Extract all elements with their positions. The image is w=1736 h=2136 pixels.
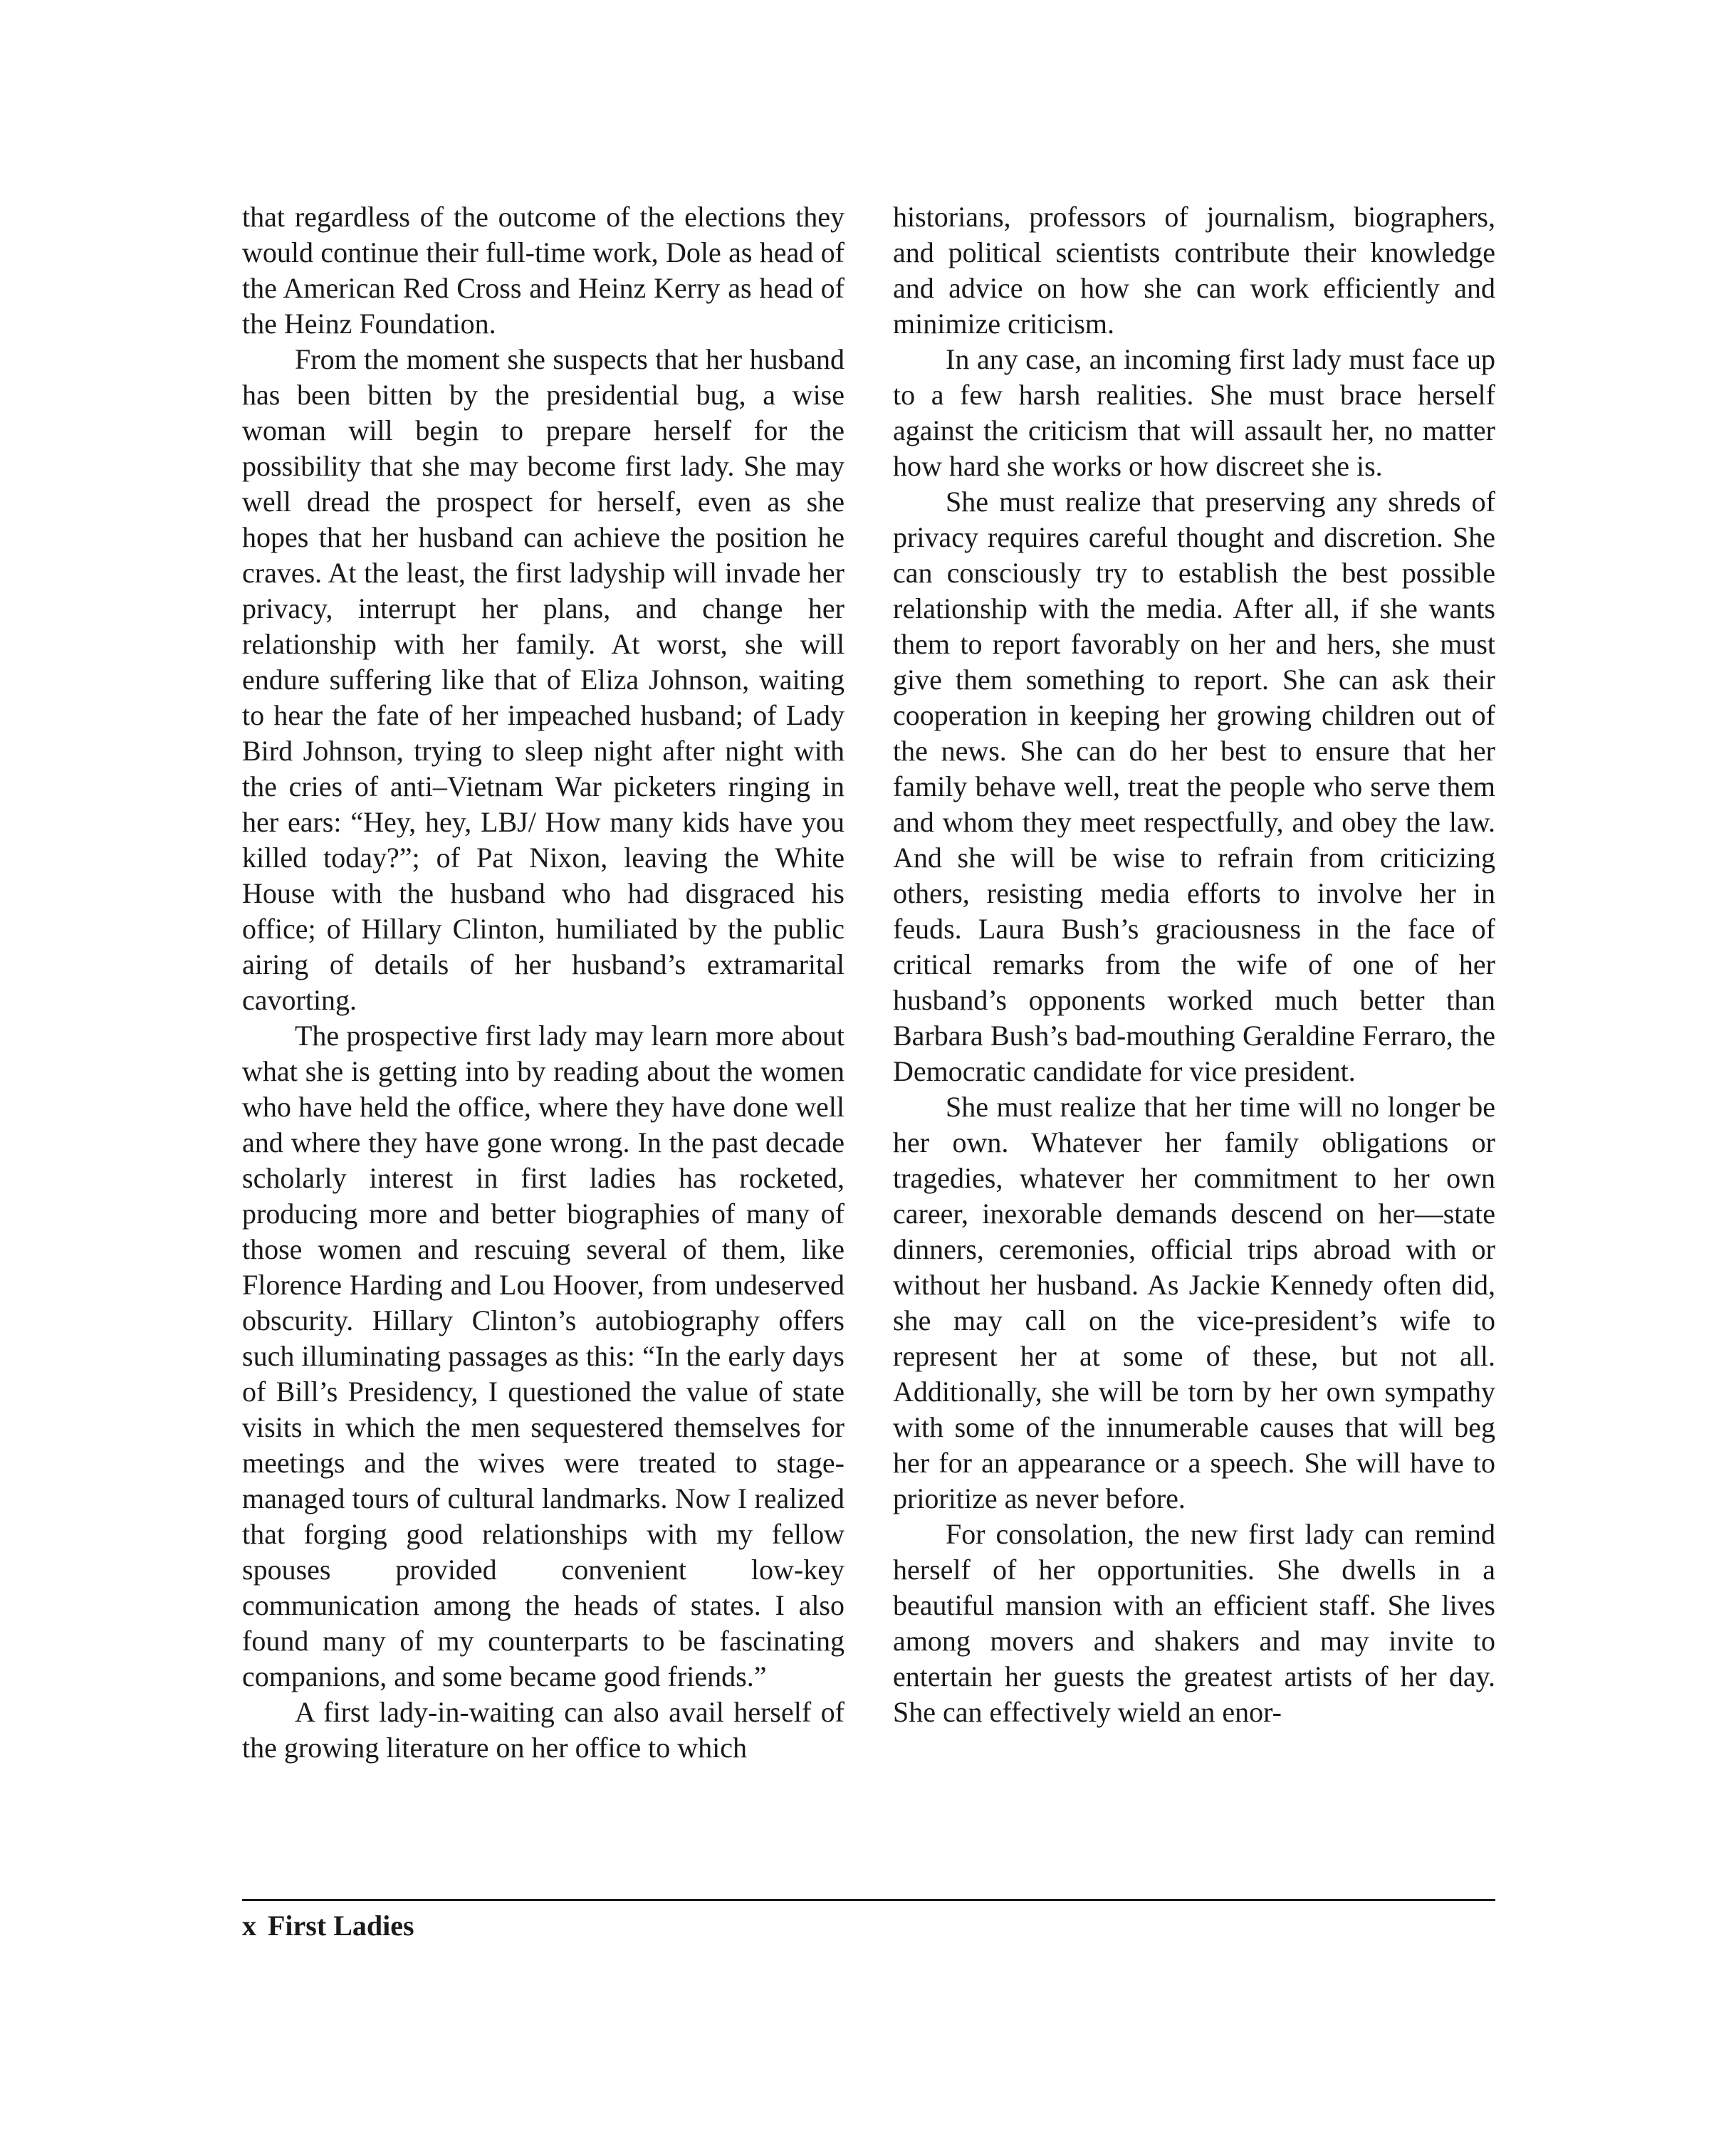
left-paragraph-4: A first lady-in-waiting can also avail herself of the growing literature on her office to which [242, 1696, 845, 1764]
right-paragraph-1: historians, professors of journalism, biographers, and political scientists contribute their knowledge and advice on how she can work efficiently and minimize criticism. [893, 201, 1495, 340]
right-column [893, 199, 1495, 1730]
right-paragraph-2: In any case, an incoming first lady must face up to a few harsh realities. She must brace herself against the criticism that will assault her, no matter how hard she works or how discreet she is. [893, 343, 1495, 482]
page-footer [242, 1908, 414, 1944]
left-paragraph-3: The prospective first lady may learn more about what she is getting into by reading about the women who have held the office, where they have done well and where they have gone wrong. In the past decade scholarly interest in first ladies has rocketed, producing more and better biographies of many of those women and rescuing several of them, like Florence Harding and Lou Hoover, from undeserved obscurity. Hillary Clinton’s autobiography offers such illuminating passages as this: “In the early days of Bill’s Presidency, I questioned the value of state visits in which the men sequestered themselves for meetings and the wives were treated to stage-managed tours of cultural landmarks. Now I realized that forging good relationships with my fellow spouses provided convenient low-key communication among the heads of states. I also found many of my counterparts to be fascinating companions, and some became good friends.” [242, 1020, 845, 1692]
right-paragraph-5: For consolation, the new first lady can remind herself of her opportunities. She dwells in a beautiful mansion with an efficient staff. She lives among movers and shakers and may invite to entertain her guests the greatest artists of her day. She can effectively wield an enor- [893, 1518, 1495, 1728]
left-paragraph-1: that regardless of the outcome of the elections they would continue their full-time work, Dole as head of the American Red Cross and Heinz Kerry as head of the Heinz Foundation. [242, 201, 845, 340]
left-paragraph-2: From the moment she suspects that her husband has been bitten by the presidential bug, a wise woman will begin to prepare herself for the possibility that she may become first lady. She may well dread the prospect for herself, even as she hopes that her husband can achieve the position he craves. At the least, the first ladyship will invade her privacy, interrupt her plans, and change her relationship with her family. At worst, she will endure suffering like that of Eliza Johnson, waiting to hear the fate of her impeached husband; of Lady Bird Johnson, trying to sleep night after night with the cries of anti–Vietnam War picketers ringing in her ears: “Hey, hey, LBJ/ How many kids have you killed today?”; of Pat Nixon, leaving the White House with the husband who had disgraced his office; of Hillary Clinton, humiliated by the public airing of details of her husband’s extramarital cavorting. [242, 343, 845, 1016]
right-paragraph-4: She must realize that her time will no longer be her own. Whatever her family obligations or tragedies, whatever her commitment to her own career, inexorable demands descend on her—state dinners, ceremonies, official trips abroad with or without her husband. As Jackie Kennedy often did, she may call on the vice-president’s wife to represent her at some of these, but not all. Additionally, she will be torn by her own sympathy with some of the innumerable causes that will beg her for an appearance or a speech. She will have to prioritize as never before. [893, 1091, 1495, 1514]
page-number: x [242, 1910, 256, 1942]
footer-rule [242, 1899, 1495, 1901]
left-column [242, 199, 845, 1766]
right-paragraph-3: She must realize that preserving any shreds of privacy requires careful thought and discretion. She can consciously try to establish the best possible relationship with the media. After all, if she wants them to report favorably on her and hers, she must give them something to report. She can ask their cooperation in keeping her growing children out of the news. She can do her best to ensure that her family behave well, treat the people who serve them and whom they meet respectfully, and obey the law. And she will be wise to refrain from criticizing others, resisting media efforts to involve her in feuds. Laura Bush’s graciousness in the face of critical remarks from the wife of one of her husband’s opponents worked much better than Barbara Bush’s bad-mouthing Geraldine Ferraro, the Democratic candidate for vice president. [893, 486, 1495, 1087]
running-title: First Ladies [268, 1910, 414, 1942]
